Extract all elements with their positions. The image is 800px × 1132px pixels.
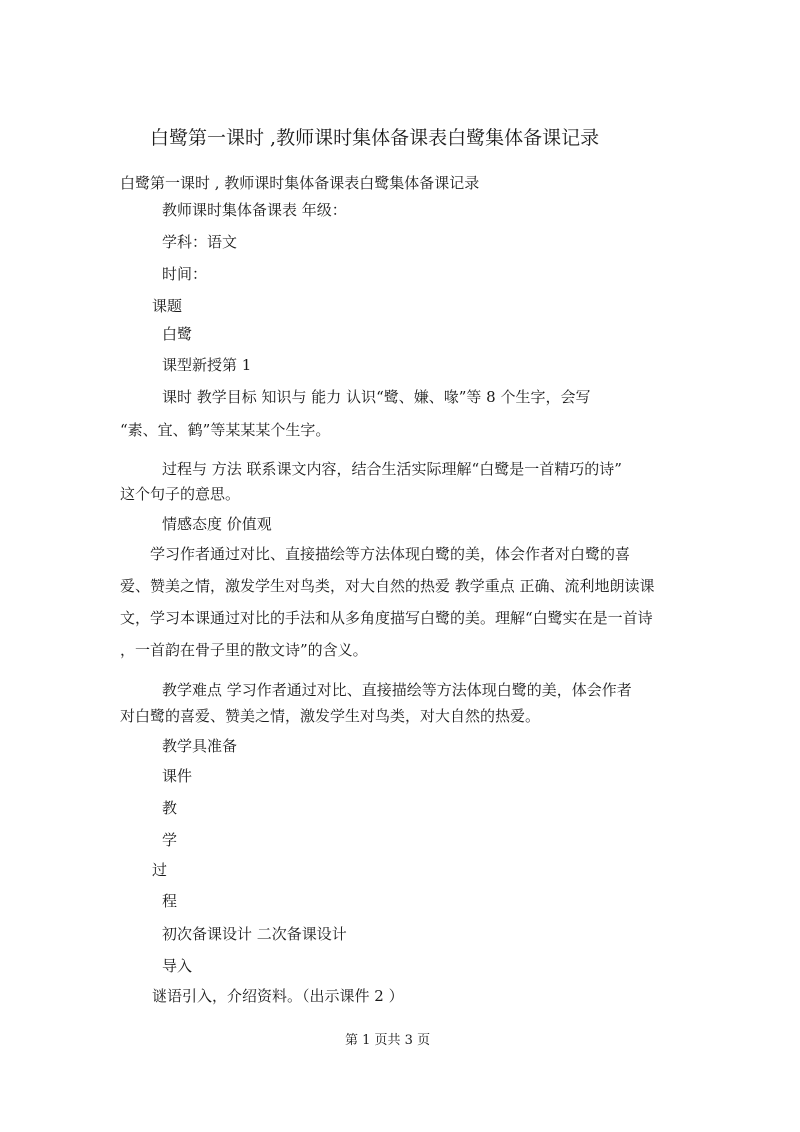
text-line: 教 bbox=[162, 799, 178, 817]
text-line: 初次备课设计 二次备课设计 bbox=[162, 925, 347, 943]
text-line: 学 bbox=[162, 831, 178, 849]
text-line: 时间： bbox=[162, 265, 208, 283]
text-line: ，一首韵在骨子里的散文诗”的含义。 bbox=[120, 641, 368, 659]
text-line: 对白鹭的喜爱、赞美之情，激发学生对鸟类，对大自然的热爱。 bbox=[120, 707, 541, 725]
text-line: 过程与 方法 联系课文内容，结合生活实际理解“白鹭是一首精巧的诗” bbox=[162, 460, 622, 478]
text-line: 学科：语文 bbox=[162, 233, 238, 251]
text-line: 情感态度 价值观 bbox=[162, 515, 272, 533]
text-line: 学习作者通过对比、直接描绘等方法体现白鹭的美，体会作者对白鹭的喜 bbox=[150, 545, 631, 563]
page-footer: 第 1 页共 3 页 bbox=[345, 1033, 431, 1048]
text-line: 白鹭第一课时 , 教师课时集体备课表白鹭集体备课记录 bbox=[120, 174, 480, 192]
text-line: 文，学习本课通过对比的手法和从多角度描写白鹭的美。理解“白鹭实在是一首诗 bbox=[120, 609, 653, 627]
text-line: 教学具准备 bbox=[162, 737, 238, 755]
text-line: 爱、赞美之情，激发学生对鸟类，对大自然的热爱 教学重点 正确、流利地朗读课 bbox=[120, 577, 655, 595]
text-line: 导入 bbox=[162, 957, 193, 975]
text-line: 这个句子的意思。 bbox=[120, 485, 241, 503]
text-line: 课件 bbox=[162, 767, 193, 785]
text-line: 过 bbox=[152, 861, 168, 879]
text-line: 白鹭 bbox=[162, 325, 193, 343]
text-line: 程 bbox=[162, 892, 178, 910]
text-line: 教师课时集体备课表 年级： bbox=[162, 201, 347, 219]
document-title: 白鹭第一课时 ,教师课时集体备课表白鹭集体备课记录 bbox=[150, 127, 600, 149]
text-line: 课时 教学目标 知识与 能力 认识“鹭、嫌、喙”等 8 个生字，会写 bbox=[162, 388, 591, 406]
text-line: 课型新授第 1 bbox=[162, 356, 252, 374]
text-line: “素、宜、鹤”等某某某个生字。 bbox=[120, 421, 331, 439]
text-line: 课题 bbox=[152, 297, 183, 315]
text-line: 教学难点 学习作者通过对比、直接描绘等方法体现白鹭的美，体会作者 bbox=[162, 681, 632, 699]
text-line: 谜语引入，介绍资料。（出示课件 2 ） bbox=[152, 987, 404, 1005]
